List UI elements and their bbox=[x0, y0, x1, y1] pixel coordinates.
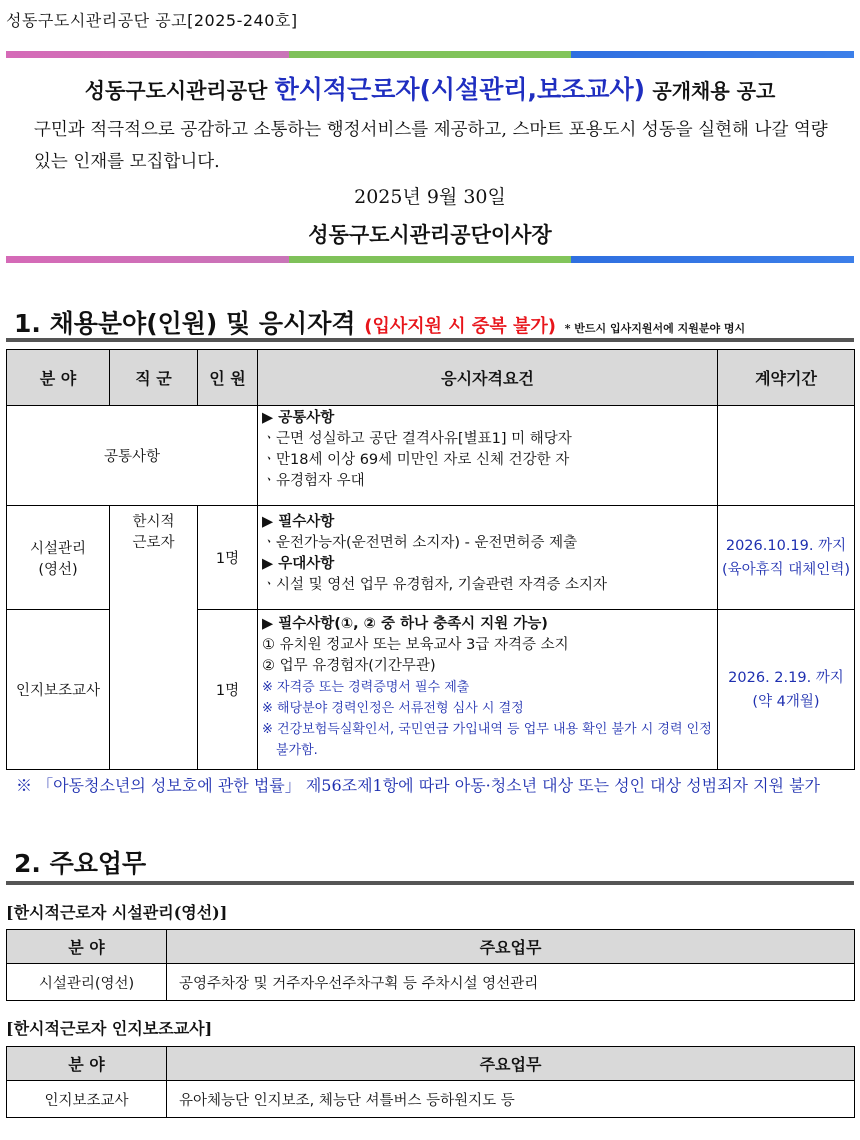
common-req-3: ㆍ유경험자 우대 bbox=[262, 473, 365, 489]
duty-field-facility: 시설관리(영선) bbox=[7, 964, 167, 1001]
common-requirements bbox=[258, 406, 718, 506]
color-band-top bbox=[6, 51, 854, 58]
facility-count: 1명 bbox=[198, 506, 258, 610]
duty-row-facility bbox=[7, 964, 855, 1001]
assistant-note-1: ※ 자격증 또는 경력증명서 필수 제출 bbox=[262, 680, 470, 695]
intro-text: 구민과 적극적으로 공감하고 소통하는 행정서비스를 제공하고, 스마트 포용도시 성동을 실현해 나갈 역량있는 인재를 모집합니다. bbox=[34, 120, 828, 172]
common-req-1: ㆍ근면 성실하고 공단 결격사유[별표1] 미 해당자 bbox=[262, 431, 572, 447]
facility-req-title-1: ▶ 필수사항 bbox=[262, 514, 335, 530]
title-suffix: 공개채용 공고 bbox=[652, 79, 776, 103]
duty-row-assistant bbox=[7, 1081, 855, 1118]
field-note: * 반드시 입사지원서에 지원분야 명시 bbox=[564, 322, 746, 335]
duty-desc-facility: 공영주차장 및 거주자우선주차구획 등 주차시설 영선관리 bbox=[167, 964, 855, 1001]
assistant-note-3: ※ 건강보험득실확인서, 국민연금 가입내역 등 업무 내용 확인 불가 시 경력 인정 불가함. bbox=[262, 722, 712, 758]
common-label: 공통사항 bbox=[7, 406, 258, 506]
assistant-req-2: ② 업무 유경험자(기간무관) bbox=[262, 658, 436, 674]
title-highlight: 한시적근로자(시설관리,보조교사) bbox=[274, 75, 646, 104]
duty-table-assistant bbox=[6, 1046, 855, 1118]
duty-header-row bbox=[7, 1047, 855, 1081]
offender-footnote: ※ 「아동청소년의 성보호에 관한 법률」 제56조제1항에 따라 아동·청소년 대상 또는 성인 대상 성범죄자 지원 불가 bbox=[16, 776, 820, 795]
table-row-common bbox=[7, 406, 855, 506]
subheading-assistant: [한시적근로자 인지보조교사] bbox=[6, 1019, 213, 1038]
assistant-req-1: ① 유치원 정교사 또는 보육교사 3급 자격증 소지 bbox=[262, 637, 569, 653]
duty-field-assistant: 인지보조교사 bbox=[7, 1081, 167, 1118]
facility-req-2: ㆍ시설 및 영선 업무 유경험자, 기술관련 자격증 소지자 bbox=[262, 577, 608, 593]
duty-col-field: 분 야 bbox=[7, 1047, 167, 1081]
duty-table-facility bbox=[6, 929, 855, 1001]
section1-heading bbox=[14, 304, 745, 340]
title-org: 성동구도시관리공단 bbox=[84, 79, 268, 103]
assistant-req-title: ▶ 필수사항(①, ② 중 하나 충족시 지원 가능) bbox=[262, 616, 548, 632]
col-period: 계약기간 bbox=[718, 350, 855, 406]
col-field: 분 야 bbox=[7, 350, 110, 406]
table-row-facility bbox=[7, 506, 855, 610]
subheading-facility: [한시적근로자 시설관리(영선)] bbox=[6, 903, 228, 922]
section1-title: 1. 채용분야(인원) 및 응시자격 bbox=[14, 309, 356, 338]
job-group-label: 한시적 근로자 bbox=[132, 514, 175, 551]
duty-desc-assistant: 유아체능단 인지보조, 체능단 셔틀버스 등하원지도 등 bbox=[167, 1081, 855, 1118]
table-header-row bbox=[7, 350, 855, 406]
assistant-period: 2026. 2.19. 까지 (약 4개월) bbox=[718, 610, 855, 770]
duty-col-duty: 주요업무 bbox=[167, 1047, 855, 1081]
section2-rule bbox=[6, 881, 854, 885]
facility-period: 2026.10.19. 까지 (육아휴직 대체인력) bbox=[718, 506, 855, 610]
duty-header-row bbox=[7, 930, 855, 964]
document-number: 성동구도시관리공단 공고[2025-240호] bbox=[6, 11, 298, 30]
job-group bbox=[110, 506, 198, 770]
announcement-title bbox=[0, 70, 860, 106]
col-count: 인 원 bbox=[198, 350, 258, 406]
duty-col-field: 분 야 bbox=[7, 930, 167, 964]
common-period bbox=[718, 406, 855, 506]
section1-rule bbox=[6, 338, 854, 342]
common-req-title: ▶ 공통사항 bbox=[262, 410, 335, 426]
col-group: 직 군 bbox=[110, 350, 198, 406]
facility-requirements bbox=[258, 506, 718, 610]
col-requirements: 응시자격요건 bbox=[258, 350, 718, 406]
section2-title: 2. 주요업무 bbox=[14, 849, 147, 878]
announcement-date: 2025년 9월 30일 bbox=[354, 186, 506, 208]
assistant-count: 1명 bbox=[198, 610, 258, 770]
issuer-name: 성동구도시관리공단이사장 bbox=[308, 222, 552, 247]
recruitment-table bbox=[6, 349, 855, 770]
assistant-note-2: ※ 해당분야 경력인정은 서류전형 심사 시 결정 bbox=[262, 701, 524, 716]
facility-req-1: ㆍ운전가능자(운전면허 소지자) - 운전면허증 제출 bbox=[262, 535, 578, 551]
common-req-2: ㆍ만18세 이상 69세 미만인 자로 신체 건강한 자 bbox=[262, 452, 570, 468]
facility-field: 시설관리 (영선) bbox=[7, 506, 110, 610]
facility-req-title-2: ▶ 우대사항 bbox=[262, 556, 335, 572]
duplicate-warning: (입사지원 시 중복 불가) bbox=[364, 316, 556, 337]
assistant-requirements bbox=[258, 610, 718, 770]
assistant-field: 인지보조교사 bbox=[7, 610, 110, 770]
color-band-bottom bbox=[6, 256, 854, 263]
duty-col-duty: 주요업무 bbox=[167, 930, 855, 964]
